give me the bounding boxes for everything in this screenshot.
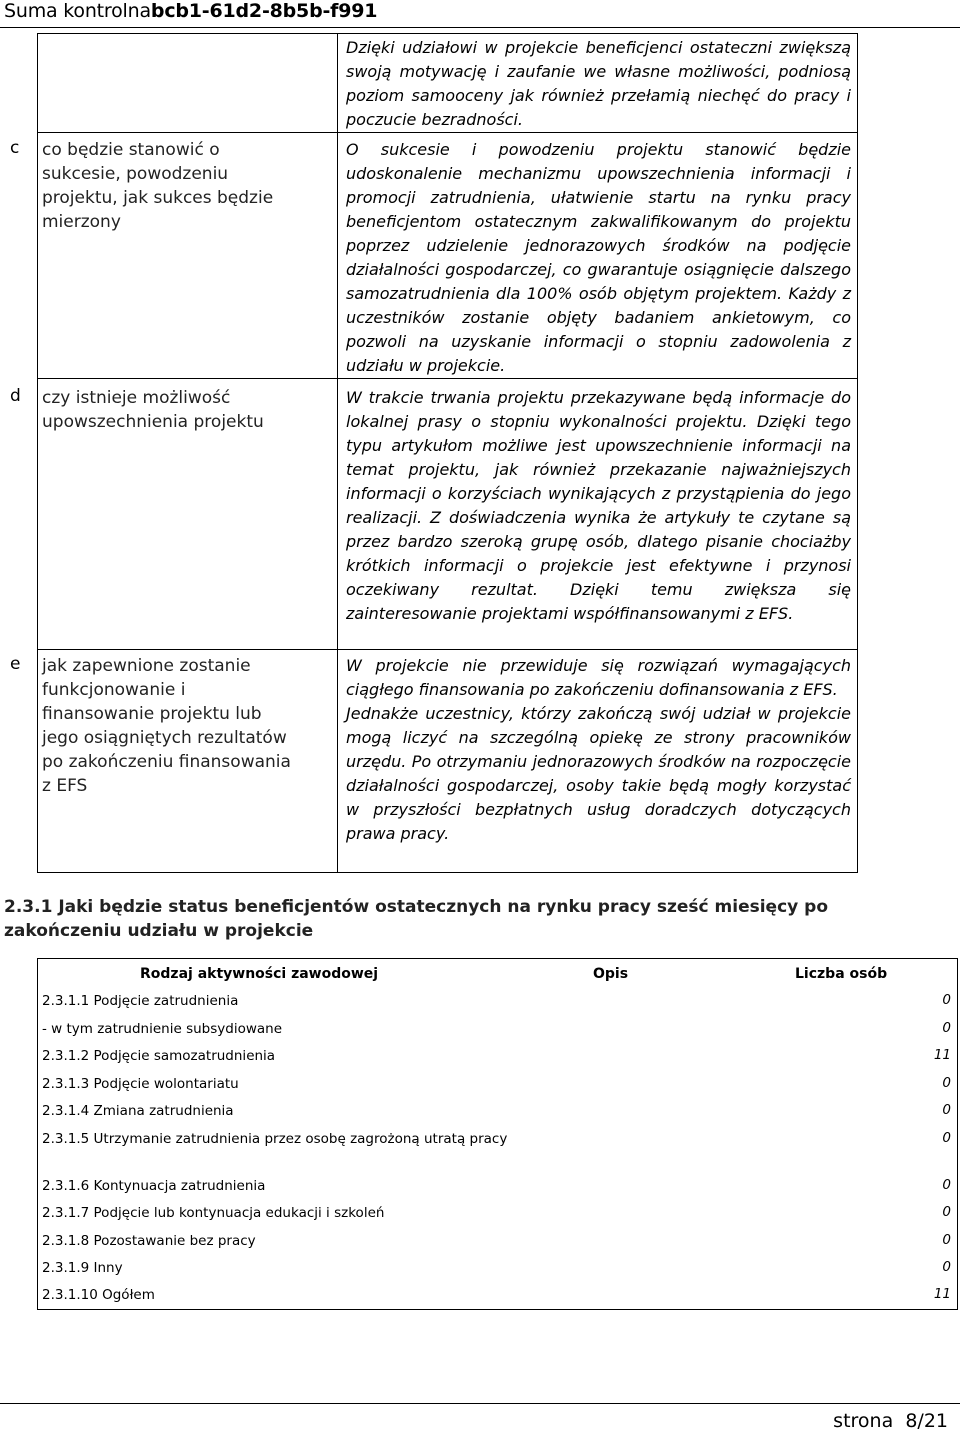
status-label: 2.3.1.9 Inny (42, 1260, 123, 1276)
header-divider (0, 27, 960, 28)
row-letter: d (10, 386, 21, 406)
checksum-value: bcb1-61d2-8b5b-f991 (150, 0, 378, 22)
page-count: 8/21 (905, 1410, 948, 1432)
status-label: 2.3.1.4 Zmiana zatrudnienia (42, 1103, 234, 1119)
answer-text (346, 138, 851, 378)
status-count: 11 (933, 1047, 951, 1063)
row-letter: c (10, 138, 20, 158)
status-count: 0 (942, 1102, 951, 1118)
status-label: 2.3.1.2 Podjęcie samozatrudnienia (42, 1048, 276, 1064)
status-label: 2.3.1.3 Podjęcie wolontariatu (42, 1076, 239, 1092)
answer-paragraph: W trakcie trwania projektu przekazywane będą informacje do lokalnej prasy o stopniu wykonalności projektu. Dzięki tego typu artykułom możliwe jest upowszechnienie informacji na temat projektu, jak również przekazanie najważniejszych informacji o korzyściach wynikających z przystąpienia do jego realizacji. Z doświadczenia wynika że artykuły te czytane są przez bardzo szeroką grupę osób, dlatego pisanie chociażby krótkich informacji o projekcie jest efektywne i przynosi oczekiwany rezultat. Dzięki temu zwiększa się zainteresowanie projektami współfinansowanymi z EFS. (346, 388, 851, 623)
status-label: 2.3.1.7 Podjęcie lub kontynuacja edukacji i szkoleń (42, 1205, 385, 1221)
answer-text (346, 654, 851, 846)
page-number (833, 1410, 948, 1432)
footer-divider (0, 1403, 960, 1404)
status-count: 0 (942, 992, 951, 1008)
status-count: 0 (942, 1232, 951, 1248)
checksum-label: Suma kontrolna (4, 0, 151, 22)
row-divider (38, 378, 857, 379)
answer-paragraph: Dzięki udziałowi w projekcie beneficjenci ostateczni zwiększą swoją motywację i zaufanie we własne możliwości, podniosą poziom samooceny jak również przełamią niechęć do pracy i poczucie bezradności. (346, 38, 851, 129)
status-label: 2.3.1.6 Kontynuacja zatrudnienia (42, 1178, 266, 1194)
answer-text (346, 386, 851, 626)
status-count: 0 (942, 1020, 951, 1036)
question-text: czy istnieje możliwość upowszechnienia projektu (42, 388, 264, 432)
status-label: 2.3.1.5 Utrzymanie zatrudnienia przez osobę zagrożoną utratą pracy (42, 1131, 508, 1147)
project-questions-table (10, 33, 858, 873)
column-divider (337, 34, 338, 872)
row-divider (38, 132, 857, 133)
document-header (4, 0, 377, 26)
status-label: 2.3.1.10 Ogółem (42, 1287, 155, 1303)
answer-paragraph: O sukcesie i powodzeniu projektu stanowić będzie udoskonalenie mechanizmu upowszechnienia informacji i promocji zatrudnienia, ułatwienie startu na rynku pracy beneficjentom ostatecznym zakwalifikowanym do projektu poprzez udzielenie jednorazowych środków na podjęcie działalności gospodarczej, co gwarantuje osiągnięcie dalszego samozatrudnienia dla 100% osób objętym projektem. Każdy z uczestników zostanie objęty badaniem ankietowym, co pozwoli na uzyskanie informacji o stopniu zadowolenia z udziału w projekcie. (346, 140, 851, 375)
row-letter: e (10, 654, 21, 674)
column-header: Rodzaj aktywności zawodowej (140, 966, 379, 982)
answer-paragraph: W projekcie nie przewiduje się rozwiązań wymagających ciągłego finansowania po zakończeniu dofinansowania z EFS. (346, 656, 851, 699)
column-header: Opis (593, 966, 629, 982)
section-heading: 2.3.1 Jaki będzie status beneficjentów ostatecznych na rynku pracy sześć miesięcy po zakończeniu udziału w projekcie (4, 897, 829, 941)
question-text: jak zapewnione zostanie funkcjonowanie i finansowanie projektu lub jego osiągniętych rezultatów po zakończeniu finansowania z EFS (42, 656, 291, 796)
status-count: 0 (942, 1130, 951, 1146)
status-count: 0 (942, 1259, 951, 1275)
column-header: Liczba osób (795, 966, 888, 982)
answer-paragraph: Jednakże uczestnicy, którzy zakończą swój udział w projekcie mogą liczyć na szczególną opiekę ze strony pracowników urzędu. Po otrzymaniu jednorazowych środków na rozpoczęcie działalności gospodarczej, osoby takie będą mogły korzystać w przyszłości bezpłatnych usług doradczych dotyczących prawa pracy. (346, 704, 851, 843)
row-divider (38, 649, 857, 650)
question-text: co będzie stanowić o sukcesie, powodzeniu projektu, jak sukces będzie mierzony (42, 140, 274, 232)
status-count: 0 (942, 1204, 951, 1220)
answer-text (346, 36, 851, 132)
status-label: 2.3.1.1 Podjęcie zatrudnienia (42, 993, 239, 1009)
status-count: 0 (942, 1075, 951, 1091)
status-label: 2.3.1.8 Pozostawanie bez pracy (42, 1233, 256, 1249)
status-label: - w tym zatrudnienie subsydiowane (42, 1021, 283, 1037)
status-count: 0 (942, 1177, 951, 1193)
page-label: strona (833, 1410, 894, 1432)
status-table (37, 958, 958, 1310)
status-count: 11 (933, 1286, 951, 1302)
